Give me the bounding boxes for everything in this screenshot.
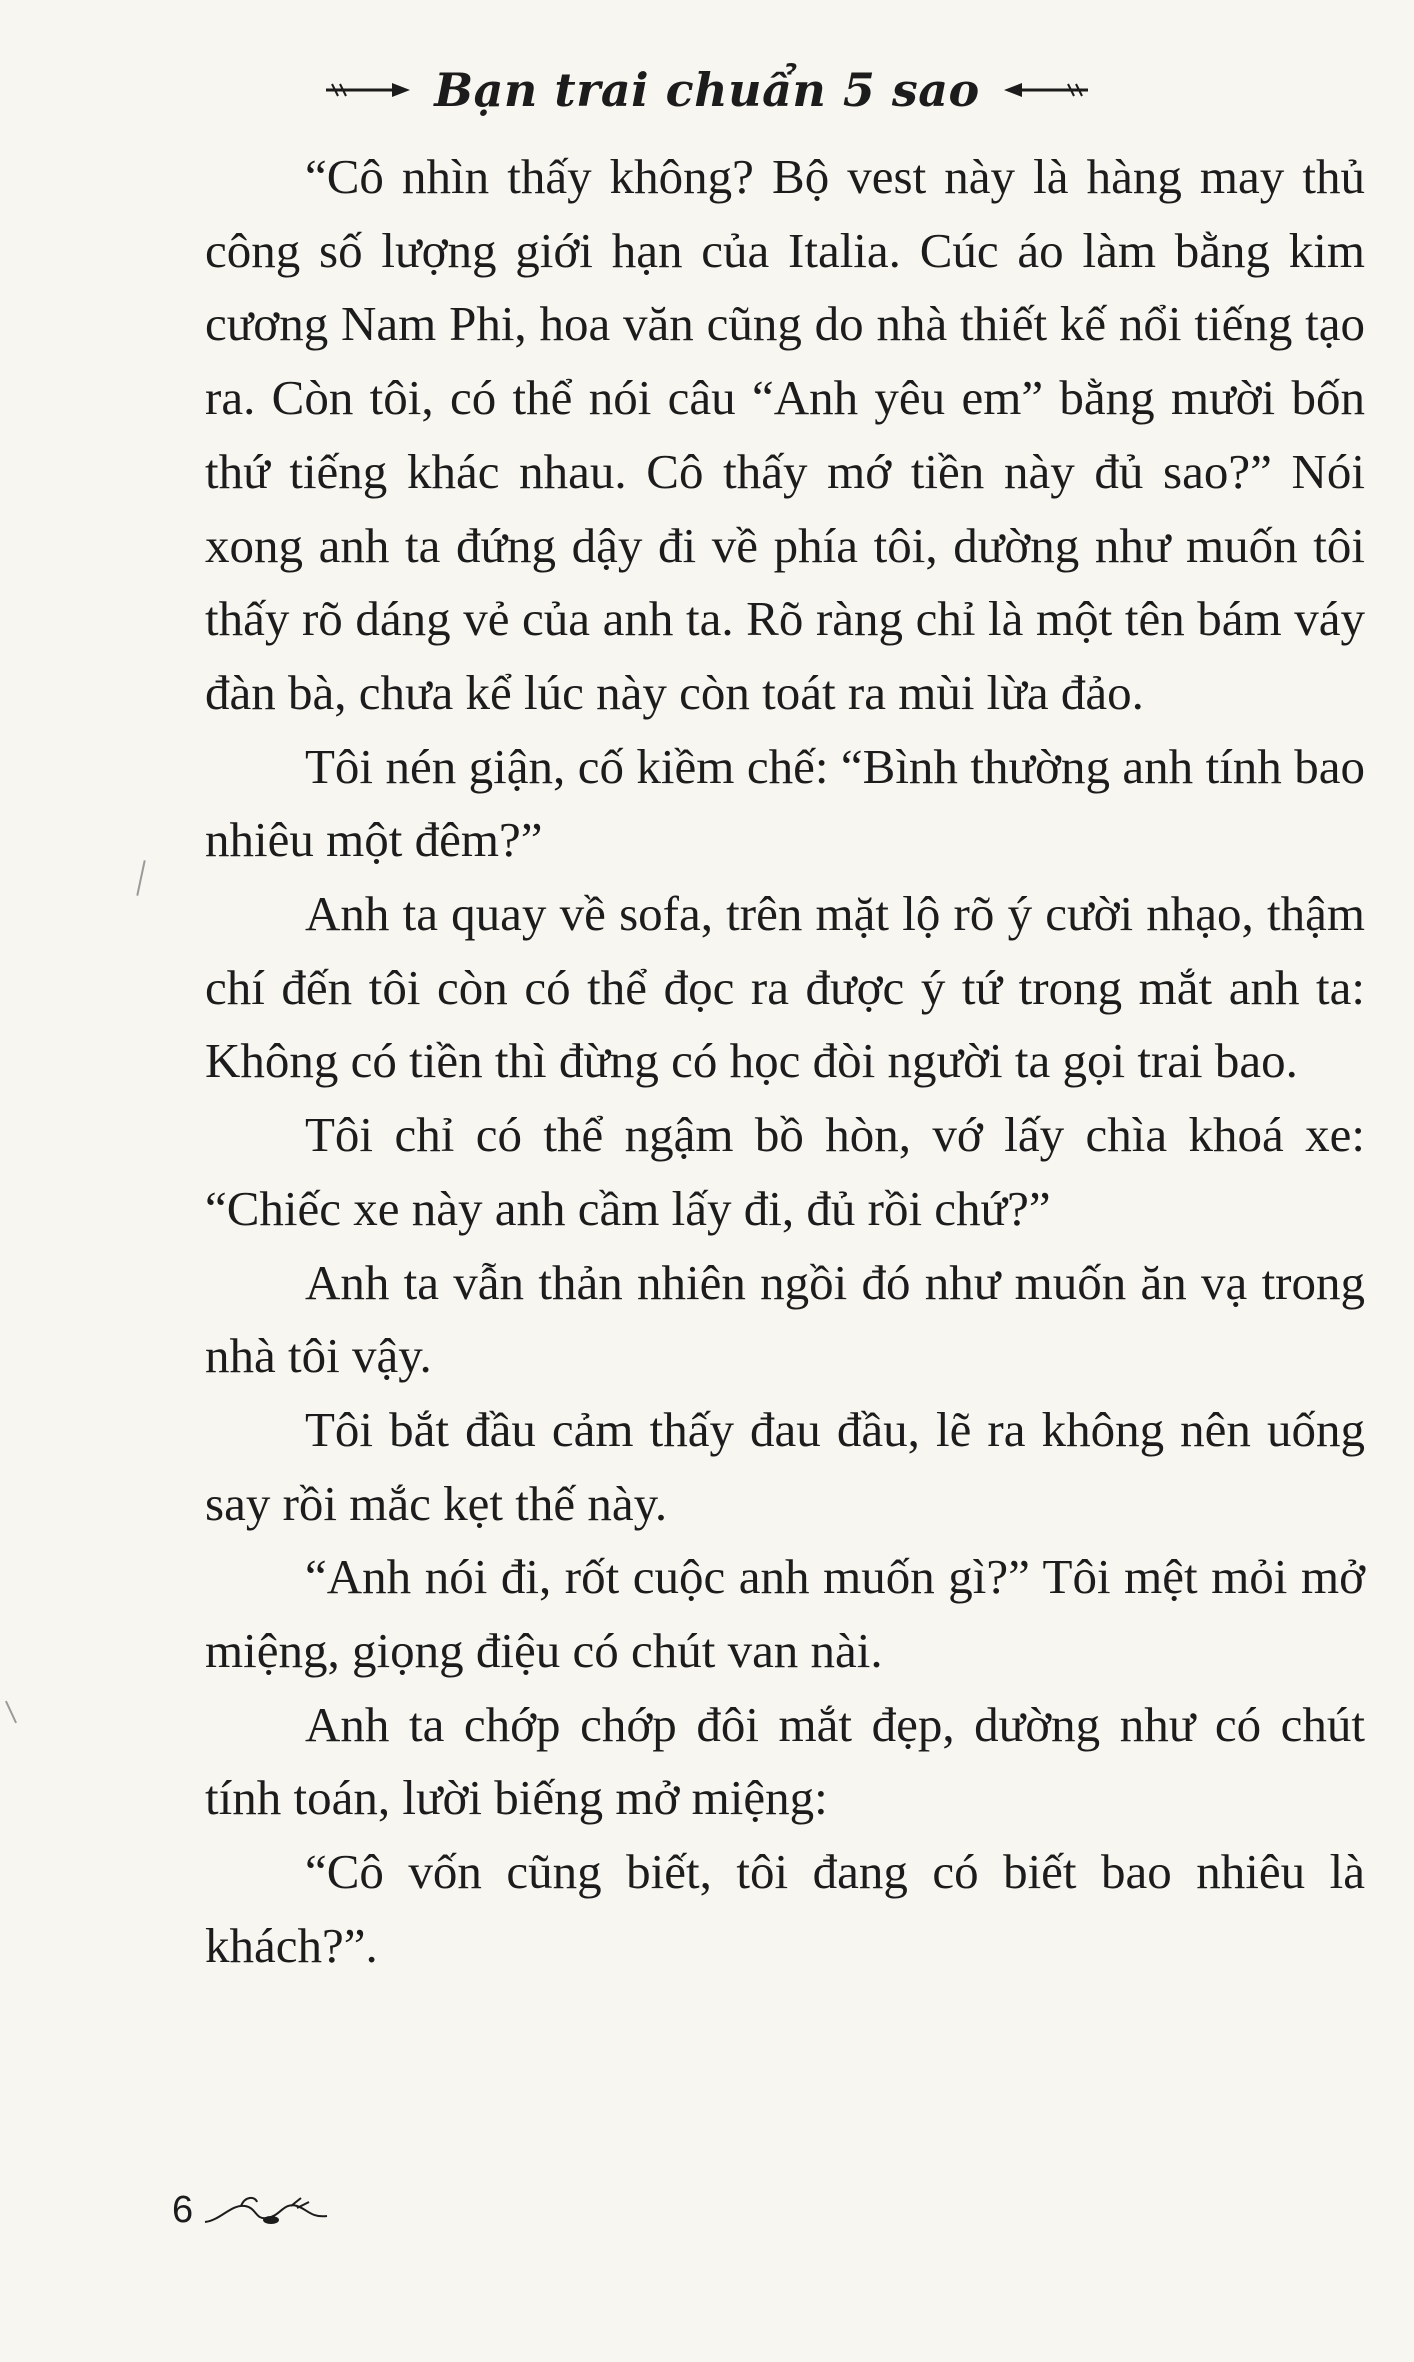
paragraph: Tôi bắt đầu cảm thấy đau đầu, lẽ ra không nên uống say rồi mắc kẹt thế này.: [205, 1401, 1365, 1531]
book-title: Bạn trai chuẩn 5 sao: [434, 63, 980, 117]
running-header: [0, 50, 1414, 130]
chapter-body: [205, 140, 1365, 1983]
paragraph: “Cô vốn cũng biết, tôi đang có biết bao nhiêu là khách?”.: [205, 1844, 1365, 1973]
page-number: 6: [172, 2189, 194, 2231]
paragraph: Anh ta quay về sofa, trên mặt lộ rõ ý cười nhạo, thậm chí đến tôi còn có thể đọc ra được ý tứ trong mắt anh ta: Không có tiền thì đừng có học đòi người ta gọi trai bao.: [205, 886, 1365, 1089]
arrow-left-ornament-icon: [1002, 75, 1092, 105]
vine-flourish-icon: [201, 2190, 331, 2230]
paragraph: “Anh nói đi, rốt cuộc anh muốn gì?” Tôi mệt mỏi mở miệng, giọng điệu có chút van nài.: [205, 1549, 1365, 1679]
paragraph: Anh ta vẫn thản nhiên ngồi đó như muốn ăn vạ trong nhà tôi vậy.: [205, 1254, 1365, 1384]
paragraph: Tôi nén giận, cố kiềm chế: “Bình thường anh tính bao nhiêu một đêm?”: [205, 738, 1365, 868]
paragraph: Anh ta chớp chớp đôi mắt đẹp, dường như có chút tính toán, lười biếng mở miệng:: [205, 1696, 1365, 1826]
arrow-right-ornament-icon: [322, 75, 412, 105]
scan-mark: [136, 860, 145, 896]
scan-mark: [5, 1701, 17, 1724]
paragraph: Tôi chỉ có thể ngậm bồ hòn, vớ lấy chìa khoá xe: “Chiếc xe này anh cầm lấy đi, đủ rồi chứ?”: [205, 1107, 1365, 1236]
page-footer: [172, 2190, 331, 2230]
paragraph: “Cô nhìn thấy không? Bộ vest này là hàng may thủ công số lượng giới hạn của Italia. Cúc áo làm bằng kim cương Nam Phi, hoa văn cũng do nhà thiết kế nổi tiếng tạo ra. Còn tôi, có thể nói câu “Anh yêu em” bằng mười bốn thứ tiếng khác nhau. Cô thấy mớ tiền này đủ sao?” Nói xong anh ta đứng dậy đi về phía tôi, dường như muốn tôi thấy rõ dáng vẻ của anh ta. Rõ ràng chỉ là một tên bám váy đàn bà, chưa kể lúc này còn toát ra mùi lừa đảo.: [205, 149, 1365, 720]
